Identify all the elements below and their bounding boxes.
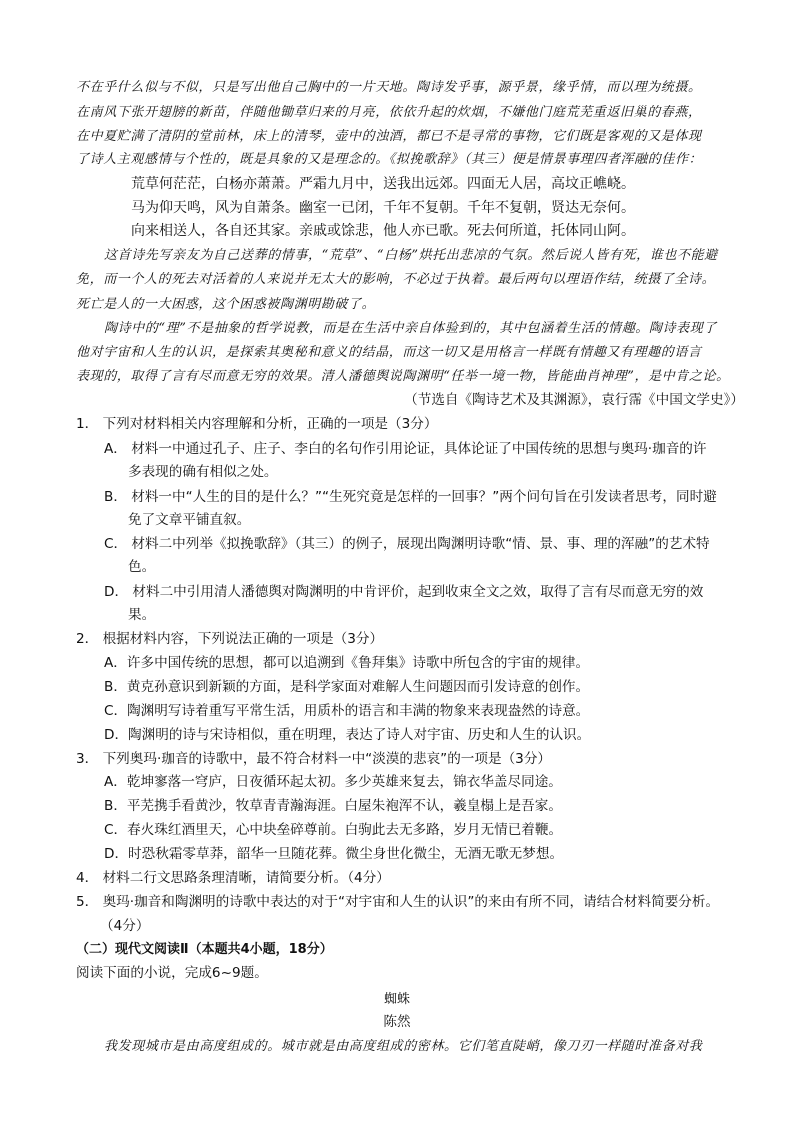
reading-instruction: 阅读下面的小说，完成6~9题。 bbox=[76, 965, 268, 981]
question-5: 5． 奥玛·珈音和陶渊明的诗歌中表达的对于“对宇宙和人生的认识”的来由有所不同，请结合材料简要分析。 bbox=[76, 894, 720, 910]
question-1-stem: 1． 下列对材料相关内容理解和分析，正确的一项是（3分） bbox=[76, 416, 438, 432]
analysis-line-1: 这首诗先写亲友为自己送葬的情事，“荒草”、“白杨”烘托出悲凉的气氛。然后说人皆有死，谁也不能避 bbox=[104, 248, 718, 263]
question-3-stem: 3． 下列奥玛·珈音的诗歌中，最不符合材料一中“淡漠的悲哀”的一项是（3分） bbox=[76, 751, 552, 767]
intro-line-2: 在南风下张开翅膀的新苗，伴随他锄草归来的月亮，依依升起的炊烟，不嫌他门庭荒芜重返旧巢的春燕， bbox=[76, 105, 702, 120]
source-citation: （节选自《陶诗艺术及其渊源》，袁行霈《中国文学史》） bbox=[404, 392, 744, 408]
question-5-cont: （4分） bbox=[100, 918, 150, 934]
story-first-line: 我发现城市是由高度组成的。城市就是由高度组成的密林。它们笔直陡峭，像刀刃一样随时准备对我 bbox=[104, 1039, 703, 1054]
story-title: 蜘蛛 bbox=[383, 992, 410, 1007]
analysis-line-4: 陶诗中的“理”不是抽象的哲学说教，而是在生活中亲自体验到的，其中包涵着生活的情趣。陶诗表现了 bbox=[104, 321, 717, 336]
question-2-option-b: B．黄克孙意识到新颖的方面，是科学家面对难解人生问题因而引发诗意的创作。 bbox=[104, 679, 590, 695]
question-1-option-d: D． 材料二中引用清人潘德舆对陶渊明的中肯评价，起到收束全文之效，取得了言有尽而意无穷的效 bbox=[104, 584, 704, 600]
question-1-option-c-cont: 色。 bbox=[128, 559, 156, 575]
analysis-line-3: 死亡是人的一大困惑，这个困惑被陶渊明勘破了。 bbox=[76, 297, 376, 312]
question-2-stem: 2． 根据材料内容，下列说法正确的一项是（3分） bbox=[76, 631, 384, 647]
intro-line-4: 了诗人主观感情与个性的，既是具象的又是理念的。《拟挽歌辞》（其三）便是情景事理四者浑融的佳作： bbox=[76, 152, 703, 167]
analysis-line-2: 免，而一个人的死去对活着的人来说并无太大的影响，不必过于执着。最后两句以理语作结，统摄了全诗。 bbox=[76, 272, 716, 287]
story-author: 陈然 bbox=[383, 1014, 411, 1030]
question-1-option-b: B． 材料一中“人生的目的是什么？”“生死究竟是怎样的一回事？”两个问句旨在引发读者思考，同时避 bbox=[104, 489, 717, 505]
question-3-option-a: A．乾坤寥落一穹庐，日夜循环起太初。多少英雄来复去，锦衣华盖尽同途。 bbox=[104, 774, 562, 790]
question-3-option-c: C．春火珠红酒里天，心中块垒碎尊前。白驹此去无多路，岁月无情已着鞭。 bbox=[104, 822, 563, 838]
section-2-heading: （二）现代文阅读Ⅱ（本题共4小题，18分） bbox=[76, 942, 333, 957]
question-4: 4． 材料二行文思路条理清晰，请简要分析。（4分） bbox=[76, 870, 390, 886]
question-1-option-d-cont: 果。 bbox=[128, 607, 156, 623]
question-1-option-b-cont: 免了文章平铺直叙。 bbox=[128, 512, 251, 528]
question-3-option-d: D．时恐秋霜零草莽，韶华一旦随花葬。微尘身世化微尘，无酒无歌无梦想。 bbox=[104, 846, 564, 862]
question-1-option-a: A． 材料一中通过孔子、庄子、李白的名句作引用论证，具体论证了中国传统的思想与奥玛·珈音的许 bbox=[104, 441, 707, 457]
analysis-line-6: 表现的，取得了言有尽而意无穷的效果。清人潘德舆说陶渊明“任举一境一物，皆能曲肖神理”，是中肯之论。 bbox=[76, 369, 730, 384]
intro-line-3: 在中夏贮满了清阴的堂前林，床上的清琴，壶中的浊酒，都已不是寻常的事物，它们既是客观的又是体现 bbox=[76, 129, 702, 144]
question-2-option-d: D．陶渊明的诗与宋诗相似，重在明理，表达了诗人对宇宙、历史和人生的认识。 bbox=[104, 727, 591, 743]
poem-line-3: 向来相送人，各自还其家。亲戚或馀悲，他人亦已歌。死去何所道，托体同山阿。 bbox=[131, 223, 635, 239]
question-2-option-c: C．陶渊明写诗着重写平常生活，用质朴的语言和丰满的物象来表现盎然的诗意。 bbox=[104, 703, 590, 719]
analysis-line-5: 他对宇宙和人生的认识，是探索其奥秘和意义的结晶，而这一切又是用格言一样既有情趣又有理趣的语言 bbox=[76, 345, 702, 360]
poem-line-2: 马为仰天鸣，风为自萧条。幽室一已闭，千年不复朝。千年不复朝，贤达无奈何。 bbox=[131, 200, 635, 216]
question-1-option-c: C． 材料二中列举《拟挽歌辞》（其三）的例子，展现出陶渊明诗歌“情、景、事、理的浑融”的艺术特 bbox=[104, 536, 710, 552]
intro-line-1: 不在乎什么似与不似，只是写出他自己胸中的一片天地。陶诗发乎事，源乎景，缘乎情，而以理为统摄。 bbox=[76, 80, 702, 95]
question-3-option-b: B．平芜携手看黄沙，牧草青青瀚海涯。白屋朱袍浑不认，羲皇榻上是吾家。 bbox=[104, 798, 562, 814]
poem-line-1: 荒草何茫茫，白杨亦萧萧。严霜九月中，送我出远郊。四面无人居，高坟正嶕峣。 bbox=[131, 176, 635, 192]
question-2-option-a: A．许多中国传统的思想，都可以追溯到《鲁拜集》诗歌中所包含的宇宙的规律。 bbox=[104, 655, 590, 671]
question-1-option-a-cont: 多表现的确有相似之处。 bbox=[128, 464, 278, 480]
